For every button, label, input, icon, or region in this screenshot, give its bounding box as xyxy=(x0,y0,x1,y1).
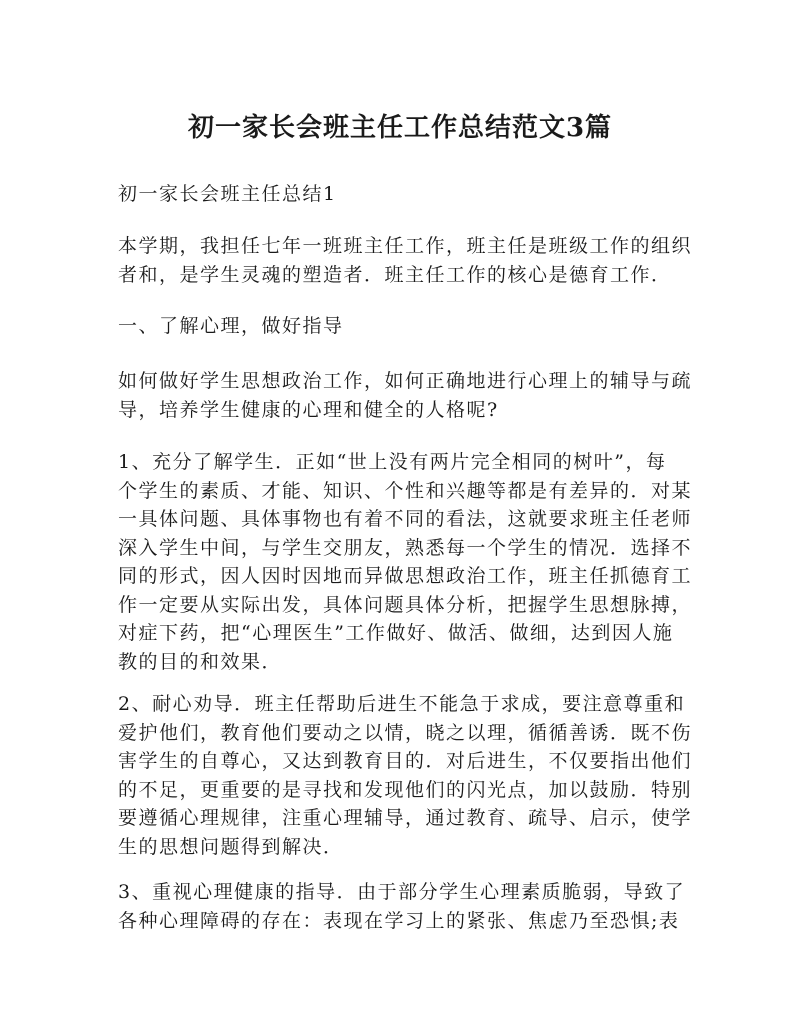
document-title: 初一家长会班主任工作总结范文3篇 xyxy=(187,113,613,143)
subsection-heading: 一、了解心理，做好指导 xyxy=(118,315,344,337)
paragraph: 本学期，我担任七年一班班主任工作，班主任是班级工作的组织 者和，是学生灵魂的塑造者．班主任工作的核心是德育工作． xyxy=(118,235,693,286)
paragraph: 1、充分了解学生．正如“世上没有两片完全相同的树叶”，每 个学生的素质、才能、知识、个性和兴趣等都是有差异的．对某 一具体问题、具体事物也有着不同的看法，这就要求班主任老师 深入学生中间，与学生交朋友，熟悉每一个学生的情况．选择不 同的形式，因人因时因地而异做思想政治工作，班主任抓德育工 作一定要从实际出发，具体问题具体分析，把握学生思想脉搏， 对症下药，把“心理医生”工作做好、做活、做细，达到因人施 教的目的和效果． xyxy=(118,451,693,673)
paragraph: 2、耐心劝导．班主任帮助后进生不能急于求成，要注意尊重和 爱护他们，教育他们要动之以情，晓之以理，循循善诱．既不伤 害学生的自尊心，又达到教育目的．对后进生，不仅要指出他们 的不足，更重要的是寻找和发现他们的闪光点，加以鼓励．特别 要遵循心理规律，注重心理辅导，通过教育、疏导、启示，使学 生的思想问题得到解决． xyxy=(118,693,693,858)
section-heading: 初一家长会班主任总结1 xyxy=(118,183,337,205)
paragraph: 如何做好学生思想政治工作，如何正确地进行心理上的辅导与疏 导，培养学生健康的心理和健全的人格呢? xyxy=(118,370,693,421)
paragraph: 3、重视心理健康的指导．由于部分学生心理素质脆弱，导致了 各种心理障碍的存在：表现在学习上的紧张、焦虑乃至恐惧;表 xyxy=(118,881,686,932)
